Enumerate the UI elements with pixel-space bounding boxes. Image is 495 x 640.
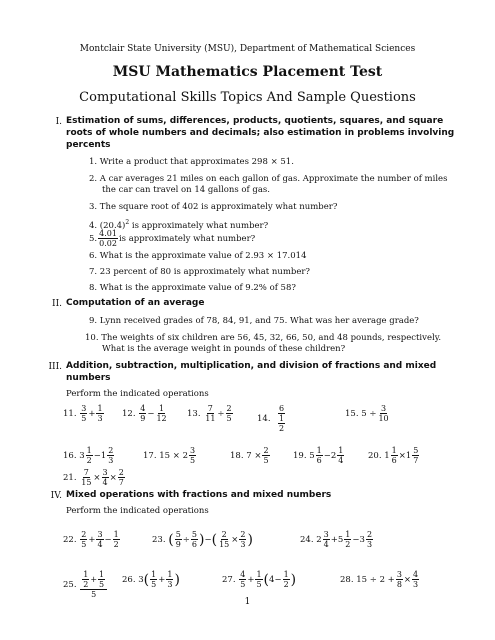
p23-f4-num: 2 — [240, 530, 246, 539]
p24-f1-num: 3 — [323, 530, 329, 539]
p24-f1-den: 4 — [323, 540, 329, 549]
p12-f2-den: 12 — [156, 414, 167, 423]
p19-f1-den: 6 — [316, 456, 322, 465]
p24-whole3: 3 — [359, 534, 365, 545]
question-6: 6. What is the approximate value of 2.93 × 17.014 — [89, 251, 307, 261]
p24-whole2: 5 — [337, 534, 344, 545]
section-4-number: IV. — [50, 491, 62, 501]
p16-op: − — [93, 450, 101, 461]
problem-20-label: 20. — [368, 450, 382, 461]
p21-op2: × — [109, 472, 117, 483]
section-3-number: III. — [48, 362, 62, 372]
p14-den-num: 1 — [278, 414, 285, 423]
p27-whole: 4 — [269, 574, 275, 585]
p28-pre: 15 ÷ 2 + — [356, 574, 395, 585]
problem-22-label: 22. — [63, 534, 77, 545]
p11-f1-num: 3 — [81, 404, 87, 413]
problem-24-label: 24. — [300, 534, 314, 545]
question-1: 1. Write a product that approximates 298 × 51. — [89, 157, 294, 167]
p19-whole1: 5 — [309, 450, 315, 461]
p17-pre: 15 × — [159, 450, 180, 461]
p26-lp: ( — [143, 571, 150, 588]
p15-num: 3 — [381, 404, 387, 413]
p14-num: 6 — [278, 404, 285, 413]
p26-f1-den: 5 — [151, 580, 157, 589]
q5-numerator: 4.01 — [99, 229, 117, 238]
p23-op1: ÷ — [182, 534, 190, 545]
p24-f3-num: 2 — [366, 530, 373, 539]
p17-den: 5 — [190, 456, 196, 465]
p14-den-den: 2 — [278, 424, 285, 433]
p18-num: 2 — [263, 446, 269, 455]
problem-25 — [63, 570, 108, 599]
p23-f2-num: 5 — [191, 530, 198, 539]
question-7: 7. 23 percent of 80 is approximately what number? — [89, 267, 310, 277]
p15-pre: 5 ÷ — [361, 408, 377, 419]
p23-op2: − — [204, 534, 212, 545]
p12-f1-den: 9 — [140, 414, 146, 423]
p13-f1-num: 7 — [207, 404, 213, 413]
p23-f3-num: 2 — [221, 530, 227, 539]
p23-rp1: ) — [199, 531, 205, 548]
problem-22 — [63, 530, 121, 549]
problem-11 — [63, 404, 105, 423]
p24-f2-num: 1 — [345, 530, 351, 539]
p21-f1-num: 7 — [83, 468, 89, 477]
p26-f2-num: 1 — [167, 570, 173, 579]
p23-lp2: ( — [211, 531, 218, 548]
p23-f1-num: 5 — [175, 530, 181, 539]
question-2-line1: 2. A car averages 21 miles on each gallon of gas. Approximate the number of miles — [89, 174, 448, 184]
question-10-line2: What is the average weight in pounds of these children? — [102, 344, 346, 354]
p25-b-den: 5 — [99, 580, 105, 589]
p13-op: ÷ — [217, 408, 225, 419]
section-1-title-line3: percents — [66, 140, 111, 150]
p20-f1-num: 1 — [391, 446, 397, 455]
p27-f1-num: 4 — [240, 570, 246, 579]
p22-op2: − — [104, 534, 112, 545]
p25-op: + — [90, 575, 98, 584]
problem-27-label: 27. — [222, 574, 236, 585]
p13-f2-den: 5 — [226, 414, 232, 423]
section-3-title-line2: numbers — [66, 373, 111, 383]
p20-f2-den: 7 — [413, 456, 419, 465]
p27-f3-den: 2 — [283, 580, 289, 589]
p19-whole2: 2 — [330, 450, 337, 461]
p23-f3-den: 15 — [219, 540, 230, 549]
question-4-text: is approximately what number? — [129, 220, 269, 231]
p22-f3-den: 2 — [113, 540, 119, 549]
p22-f1-den: 5 — [81, 540, 87, 549]
problem-27 — [222, 570, 296, 589]
problem-11-label: 11. — [63, 408, 77, 419]
p20-f1-den: 6 — [391, 456, 397, 465]
problem-28-label: 28. — [340, 574, 354, 585]
p23-rp2: ) — [247, 531, 253, 548]
p21-f1-den: 15 — [81, 478, 92, 487]
section-2-title: Computation of an average — [66, 298, 205, 308]
problem-16-label: 16. — [63, 450, 77, 461]
question-10-line1: 10. The weights of six children are 56, 45, 32, 66, 50, and 48 pounds, respectively. — [85, 333, 442, 343]
p22-f1-num: 2 — [81, 530, 87, 539]
section-3-instruction: Perform the indicated operations — [66, 389, 209, 399]
p24-f3-den: 3 — [366, 540, 373, 549]
p26-rp: ) — [174, 571, 180, 588]
p28-op: × — [403, 574, 412, 585]
problem-23 — [152, 530, 253, 549]
problem-21 — [63, 468, 126, 487]
p28-f2-den: 3 — [413, 580, 419, 589]
p23-f1-den: 9 — [175, 540, 181, 549]
section-1-number: I. — [55, 117, 62, 127]
p20-op: × — [398, 450, 406, 461]
problem-18-label: 18. — [230, 450, 244, 461]
p22-f2-num: 3 — [97, 530, 103, 539]
p17-whole: 2 — [182, 450, 188, 461]
p27-f3-num: 1 — [283, 570, 289, 579]
p21-f3-num: 2 — [118, 468, 124, 477]
p16-f1-den: 2 — [86, 456, 92, 465]
question-2-line2: the car can travel on 14 gallons of gas. — [102, 185, 270, 195]
p11-f1-den: 5 — [81, 414, 87, 423]
p13-f2-num: 2 — [226, 404, 232, 413]
section-4-title: Mixed operations with fractions and mixed numbers — [66, 490, 332, 500]
p24-f2-den: 2 — [345, 540, 351, 549]
p26-coef: 3 — [138, 574, 144, 585]
problem-23-label: 23. — [152, 534, 166, 545]
problem-25-label: 25. — [63, 579, 77, 590]
p19-f1-num: 1 — [316, 446, 322, 455]
p18-pre: 7 × — [246, 450, 262, 461]
p27-f2-den: 5 — [256, 580, 262, 589]
p12-f2-num: 1 — [159, 404, 165, 413]
problem-19-label: 19. — [293, 450, 307, 461]
page-subtitle: Computational Skills Topics And Sample Questions — [79, 90, 416, 105]
p18-den: 5 — [263, 456, 269, 465]
p19-op: − — [323, 450, 331, 461]
p21-f2-den: 4 — [102, 478, 108, 487]
question-4-exponent: 2 — [125, 219, 130, 226]
p12-op: − — [147, 408, 155, 419]
page-number: 1 — [244, 597, 251, 607]
p21-f2-num: 3 — [102, 468, 108, 477]
p23-f4-den: 3 — [240, 540, 246, 549]
p27-lp: ( — [263, 571, 270, 588]
p27-f1-den: 5 — [240, 580, 246, 589]
problem-19 — [293, 446, 345, 465]
p11-f2-num: 1 — [97, 404, 103, 413]
p19-f2-num: 1 — [338, 446, 344, 455]
problem-21-label: 21. — [63, 472, 77, 483]
p23-f2-den: 6 — [191, 540, 198, 549]
problem-14 — [257, 404, 287, 433]
problem-13 — [187, 404, 234, 423]
problem-12-label: 12. — [122, 408, 136, 419]
p20-f2-num: 5 — [413, 446, 419, 455]
problem-28 — [340, 570, 420, 589]
p11-f2-den: 3 — [97, 414, 103, 423]
p21-f3-den: 7 — [118, 478, 124, 487]
q5-denominator: 0.02 — [99, 239, 117, 248]
institution-line: Montclair State University (MSU), Department of Mathematical Sciences — [79, 44, 416, 54]
p15-den: 10 — [378, 414, 389, 423]
problem-16 — [63, 446, 115, 465]
question-8: 8. What is the approximate value of 9.2% of 58? — [89, 283, 296, 293]
p28-f1-num: 3 — [396, 570, 402, 579]
p23-lp1: ( — [168, 531, 174, 548]
p17-num: 3 — [190, 446, 196, 455]
p27-op1: + — [247, 574, 255, 585]
p16-f1-num: 1 — [86, 446, 92, 455]
p13-f1-den: 11 — [205, 414, 216, 423]
p27-rp: ) — [290, 571, 297, 588]
page-title: MSU Mathematics Placement Test — [112, 64, 383, 80]
p27-op2: − — [274, 574, 282, 585]
p28-f1-den: 8 — [396, 580, 402, 589]
problem-17 — [143, 446, 197, 465]
p22-f2-den: 4 — [97, 540, 103, 549]
problem-26-label: 26. — [122, 574, 136, 585]
p16-whole1: 3 — [79, 450, 85, 461]
question-9: 9. Lynn received grades of 78, 84, 91, and 75. What was her average grade? — [89, 316, 419, 326]
p24-op1: + — [330, 534, 338, 545]
p16-f2-num: 2 — [108, 446, 114, 455]
question-5-number: 5. — [89, 233, 98, 244]
problem-15 — [345, 404, 391, 423]
p28-f2-num: 4 — [413, 570, 419, 579]
p24-whole1: 2 — [316, 534, 322, 545]
section-1-title-line2: roots of whole numbers and decimals; also estimation in problems involving — [66, 128, 455, 138]
p19-f2-den: 4 — [338, 456, 344, 465]
problem-14-label: 14. — [257, 413, 271, 424]
p12-f1-num: 4 — [140, 404, 146, 413]
p26-f2-den: 3 — [167, 580, 173, 589]
p21-op1: × — [93, 472, 101, 483]
p23-op3: × — [231, 534, 239, 545]
section-3-title-line1: Addition, subtraction, multiplication, and division of fractions and mixed — [66, 361, 437, 371]
p27-f2-num: 1 — [256, 570, 262, 579]
problem-26 — [122, 570, 180, 589]
section-4-instruction: Perform the indicated operations — [66, 506, 209, 516]
p16-f2-den: 3 — [108, 456, 114, 465]
p25-den: 5 — [91, 590, 97, 599]
question-4-base: 4. (20.4) — [89, 220, 126, 231]
problem-24 — [300, 530, 374, 549]
problem-20 — [368, 446, 420, 465]
problem-13-label: 13. — [187, 408, 201, 419]
p11-op: + — [88, 408, 96, 419]
problem-15-label: 15. — [345, 408, 359, 419]
p20-whole2: 1 — [405, 450, 412, 461]
problem-18 — [230, 446, 271, 465]
p16-whole2: 1 — [100, 450, 107, 461]
p25-a-den: 2 — [83, 580, 89, 589]
question-3: 3. The square root of 402 is approximately what number? — [89, 202, 338, 212]
section-2-number: II. — [52, 299, 62, 309]
p25-a-num: 1 — [83, 570, 89, 579]
p26-f1-num: 1 — [151, 570, 157, 579]
problem-17-label: 17. — [143, 450, 157, 461]
p24-op2: − — [352, 534, 360, 545]
section-1-title-line1: Estimation of sums, differences, products, quotients, squares, and square — [66, 116, 444, 126]
p22-f3-num: 1 — [113, 530, 119, 539]
problem-12 — [122, 404, 169, 423]
p26-op: + — [158, 574, 166, 585]
question-5 — [89, 229, 255, 248]
p22-op1: + — [88, 534, 96, 545]
question-5-text: is approximately what number? — [118, 233, 256, 244]
p25-b-num: 1 — [99, 570, 105, 579]
p20-whole1: 1 — [384, 450, 390, 461]
